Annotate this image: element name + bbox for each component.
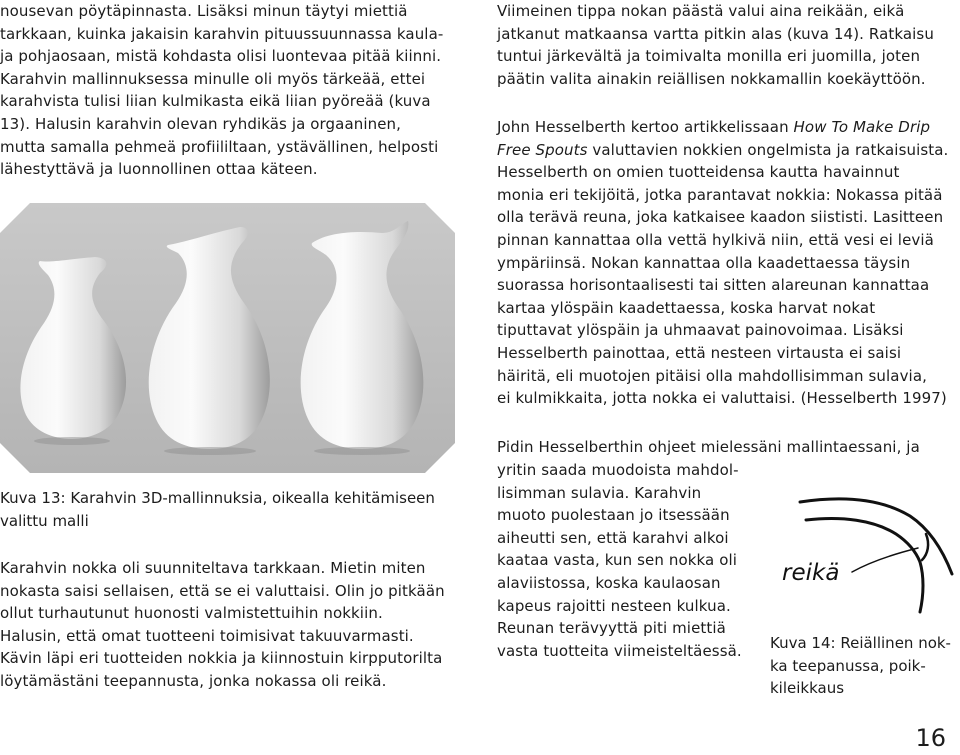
- text-line: pinnan kannattaa olla vettä hylkivä niin, että vesi ei leviä: [497, 230, 934, 249]
- vase-shadow: [34, 437, 110, 445]
- hole-mark: [922, 534, 928, 560]
- text-run: valuttavien nokkien ongelmista ja ratkaisuista.: [587, 140, 949, 159]
- text-line: Reunan terävyyttä piti miettiä: [497, 619, 726, 638]
- text-line: olla terävä reuna, joka katkaisee kaadon siististi. Lasitteen: [497, 208, 944, 227]
- caption-line: valittu malli: [0, 511, 89, 530]
- text-line: päätin valita ainakin reiällisen nokkamallin koekäyttöön.: [497, 69, 926, 88]
- text-line: monia eri tekijöitä, jotka parantavat nokkia: Nokassa pitää: [497, 185, 943, 204]
- text-line: kaataa vasta, kun sen nokka oli: [497, 551, 738, 570]
- text-line: kapeus rajoitti nesteen kulkua.: [497, 596, 731, 615]
- text-line: jatkanut matkaansa vartta pitkin alas (kuva 14). Ratkaisu: [497, 24, 934, 43]
- caption-line: kileikkaus: [770, 679, 845, 697]
- spout-lower-line: [920, 562, 923, 612]
- text-line: lisimman sulavia. Karahvin: [497, 483, 702, 502]
- text-line: suorassa horisontaalisesti tai sitten alareunan kannattaa: [497, 276, 930, 295]
- article-title: Free Spouts: [497, 140, 588, 159]
- text-line: ei kulmikkaita, jotta nokka ei valuttaisi. (Hesselberth 1997): [497, 389, 947, 408]
- carafe-3d-render-figure: [0, 203, 455, 473]
- text-line: tiputtavat ylöspäin ja uhmaavat painovoimaa. Lisäksi: [497, 321, 904, 340]
- text-line: kartaa ylöspäin kaadettaessa, koska harvat nokat: [497, 298, 876, 317]
- spout-sketch-figure: [770, 490, 960, 625]
- figure14-caption: [770, 632, 958, 700]
- text-line: Hesselberth on omien tuotteidensa kautta havainnut: [497, 163, 900, 182]
- sketch-label: reikä: [782, 560, 840, 586]
- text-line: nokasta saisi sellaisen, että se ei valuttaisi. Olin jo pitkään: [0, 581, 445, 600]
- text-line: yritin saada muodoista mahdol-: [497, 461, 739, 479]
- text-line: ja pohjaosaan, mistä kohdasta olisi luontevaa pitää kiinni.: [0, 47, 442, 66]
- text-line: [497, 116, 950, 139]
- intro-paragraph: [0, 0, 455, 181]
- text-line: häiritä, eli muotojen pitäisi olla mahdollisimman sulavia,: [497, 366, 927, 385]
- text-line: Pidin Hesselberthin ohjeet mielessäni mallintaessani, ja: [497, 438, 920, 456]
- text-run: John Hesselberth kertoo artikkelissaan: [497, 118, 794, 136]
- last-drop-paragraph: [497, 0, 950, 90]
- text-line: Kävin läpi eri tuotteiden nokkia ja kiinnostuin kirpputorilta: [0, 649, 443, 668]
- vase-shadow: [314, 447, 410, 455]
- text-line: 13). Halusin karahvin olevan ryhdikäs ja orgaaninen,: [0, 114, 402, 133]
- vase-shadow: [164, 447, 256, 455]
- text-line: aiheutti sen, että karahvi alkoi: [497, 528, 729, 547]
- text-line: ympäriinsä. Nokan kannattaa olla kaadettaessa täysin: [497, 253, 911, 272]
- text-line: Viimeinen tippa nokan päästä valui aina reikään, eikä: [497, 2, 905, 20]
- caption-line: Kuva 14: Reiällinen nok-: [770, 634, 951, 652]
- text-line: tarkkaan, kuinka jakaisin karahvin pituussuunnassa kaula-: [0, 24, 444, 43]
- text-line: Karahvin nokka oli suunniteltava tarkkaan. Mietin miten: [0, 559, 426, 577]
- text-line: lähestyttävä ja luonnollinen ottaa käteen.: [0, 160, 318, 179]
- spout-cross-section-drawing: [770, 490, 960, 625]
- modeling-paragraph-first-line: [497, 436, 950, 459]
- spout-paragraph: [0, 557, 452, 693]
- text-line: mutta samalla pehmeä profiililtaan, ystävällinen, helposti: [0, 137, 439, 156]
- text-line: vasta tuotteita viimeisteltäessä.: [497, 641, 742, 660]
- text-line: tuntui järkevältä ja toimivalta monilla eri juomilla, joten: [497, 47, 921, 66]
- pointer-line: [852, 548, 918, 572]
- figure13-caption: [0, 487, 455, 532]
- text-line: nousevan pöytäpinnasta. Lisäksi minun täytyi miettiä: [0, 2, 408, 20]
- text-line: Halusin, että omat tuotteeni toimisivat takuuvarmasti.: [0, 626, 414, 645]
- caption-line: ka teepanussa, poik-: [770, 656, 926, 675]
- text-line: Karahvin mallinnuksessa minulle oli myös tärkeää, ettei: [0, 69, 426, 88]
- text-line: alaviistossa, koska kaulaosan: [497, 573, 721, 592]
- text-line: karahvista tulisi liian kulmikasta eikä liian pyöreää (kuva: [0, 92, 431, 111]
- text-line: [497, 139, 950, 162]
- left-intro-paragraph: [0, 0, 455, 181]
- carafe-render-image: [0, 203, 455, 473]
- text-line: ollut turhautunut huonosti valmistettuihin nokkiin.: [0, 604, 383, 623]
- text-line: muoto puolestaan jo itsessään: [497, 506, 730, 525]
- modeling-paragraph: [497, 459, 761, 662]
- text-line: löytämästäni teepannusta, jonka nokassa oli reikä.: [0, 671, 387, 690]
- page-number: 16: [915, 724, 946, 752]
- spout-inner-line: [806, 519, 920, 562]
- article-title: How To Make Drip: [793, 118, 931, 136]
- text-line: Hesselberth painottaa, että nesteen virtausta ei saisi: [497, 343, 902, 362]
- caption-line: Kuva 13: Karahvin 3D-mallinnuksia, oikealla kehitämiseen: [0, 489, 435, 507]
- hesselberth-paragraph: [497, 116, 950, 410]
